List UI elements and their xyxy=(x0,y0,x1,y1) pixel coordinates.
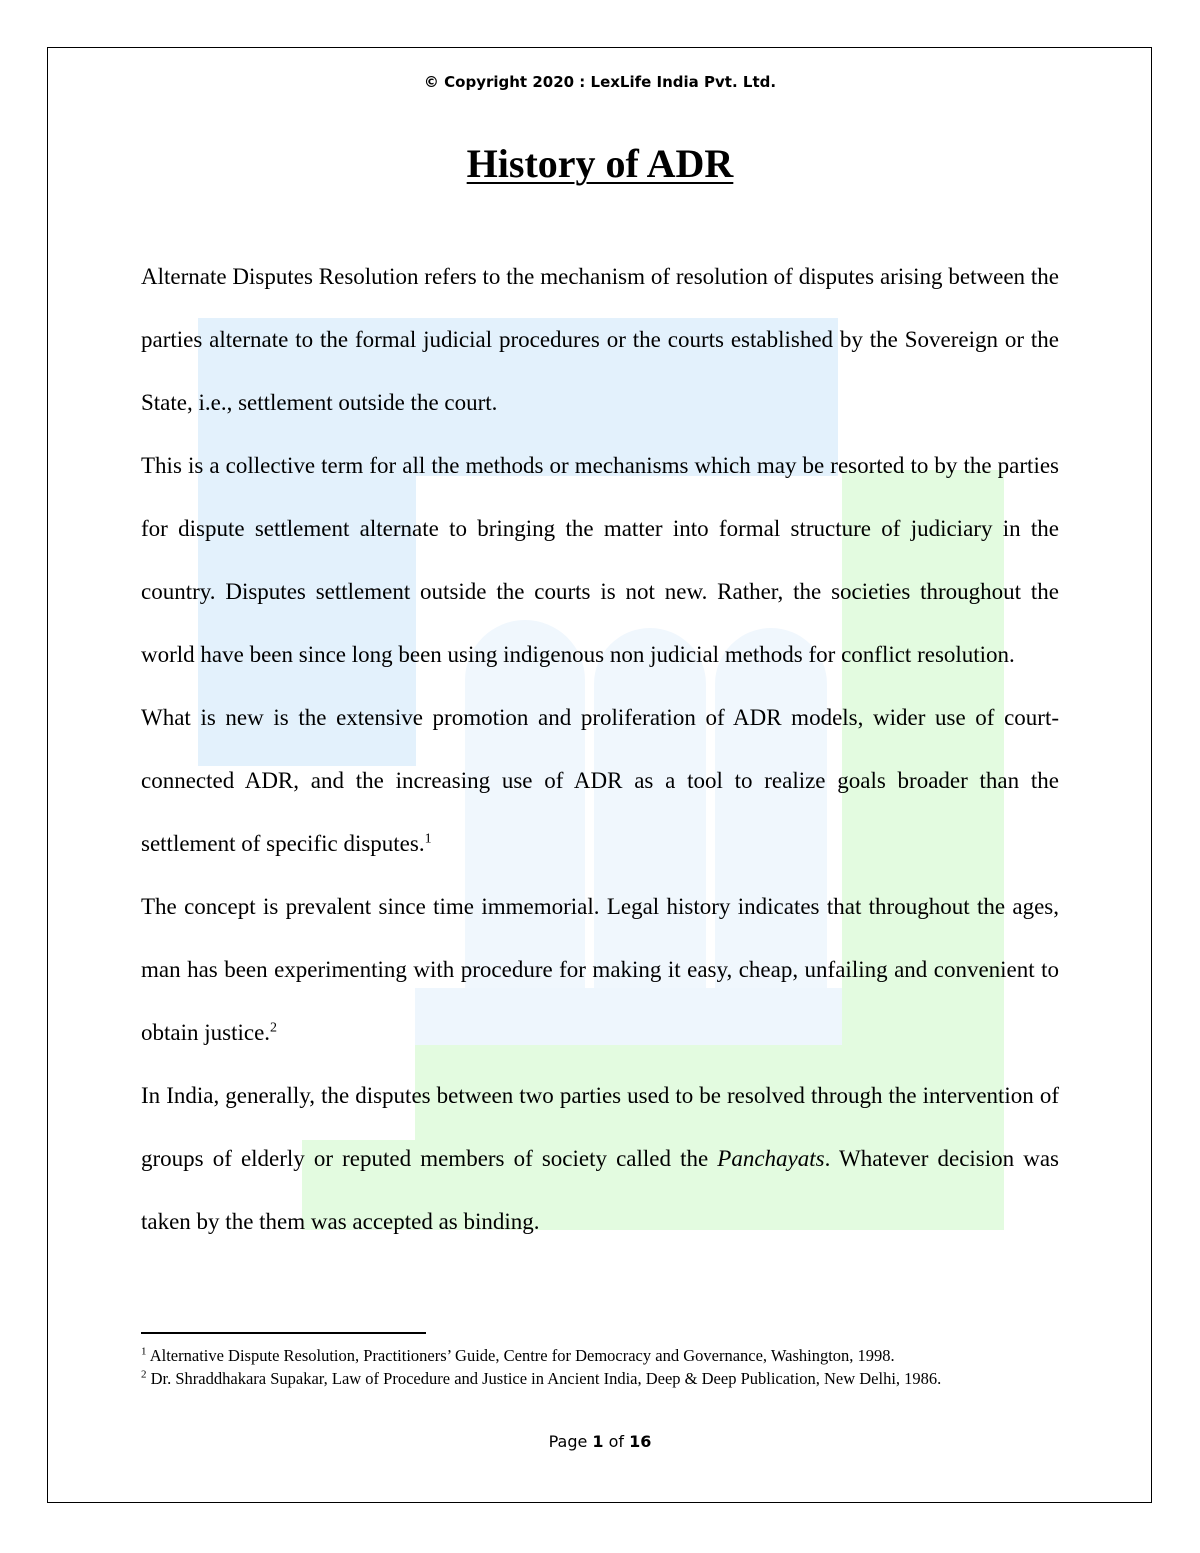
page-number-separator: of xyxy=(603,1432,630,1451)
paragraph xyxy=(141,875,1059,1064)
footnote-text: Dr. Shraddhakara Supakar, Law of Procedure and Justice in Ancient India, Deep & Deep Publication, New Delhi, 1986. xyxy=(146,1369,942,1388)
paragraph xyxy=(141,1064,1059,1253)
paragraph-text: The concept is prevalent since time immemorial. Legal history indicates that throughout the ages, man has been experimenting with procedure for making it easy, cheap, unfailing and convenient to obtain justice. xyxy=(141,894,1059,1045)
paragraph xyxy=(141,686,1059,875)
page-title: History of ADR xyxy=(466,141,734,186)
footnote-mark: 2 xyxy=(141,1368,147,1381)
footnotes xyxy=(141,1344,1059,1390)
page-number-prefix: Page xyxy=(548,1432,593,1451)
footnote-ref[interactable]: 2 xyxy=(270,1020,278,1036)
paragraph-text: Alternate Disputes Resolution refers to the mechanism of resolution of disputes arising between the parties alternate to the formal judicial procedures or the courts established by the Sovereign or the State, i.e., settlement outside the court. xyxy=(141,264,1059,415)
paragraph xyxy=(141,245,1059,434)
paragraph xyxy=(141,434,1059,686)
italic-term: Panchayats xyxy=(717,1146,825,1171)
footnote xyxy=(141,1367,1059,1390)
total-pages: 16 xyxy=(629,1432,652,1451)
footnote xyxy=(141,1344,1059,1367)
paragraph-text: . Whatever decision was taken by the them was accepted as binding. xyxy=(141,1146,1059,1234)
footnote-ref[interactable]: 1 xyxy=(424,831,432,847)
copyright-header: © Copyright 2020 : LexLife India Pvt. Ltd. xyxy=(423,73,777,91)
page-number xyxy=(141,1432,1059,1451)
footnote-mark: 1 xyxy=(141,1345,147,1358)
paragraph-text: In India, generally, the disputes between two parties used to be resolved through the intervention of groups of elderly or reputed members of society called the xyxy=(141,1083,1059,1171)
footnote-divider xyxy=(141,1332,426,1334)
footnote-text: Alternative Dispute Resolution, Practitioners’ Guide, Centre for Democracy and Governance, Washington, 1998. xyxy=(146,1346,895,1365)
paragraph-text: What is new is the extensive promotion and proliferation of ADR models, wider use of court-connected ADR, and the increasing use of ADR as a tool to realize goals broader than the settlement of specific disputes. xyxy=(141,705,1059,856)
body-text xyxy=(141,245,1059,1253)
paragraph-text: This is a collective term for all the methods or mechanisms which may be resorted to by the parties for dispute settlement alternate to bringing the matter into formal structure of judiciary in the country. Disputes settlement outside the courts is not new. Rather, the societies throughout the world have been since long been using indigenous non judicial methods for conflict resolution. xyxy=(141,453,1059,667)
current-page: 1 xyxy=(592,1432,604,1451)
